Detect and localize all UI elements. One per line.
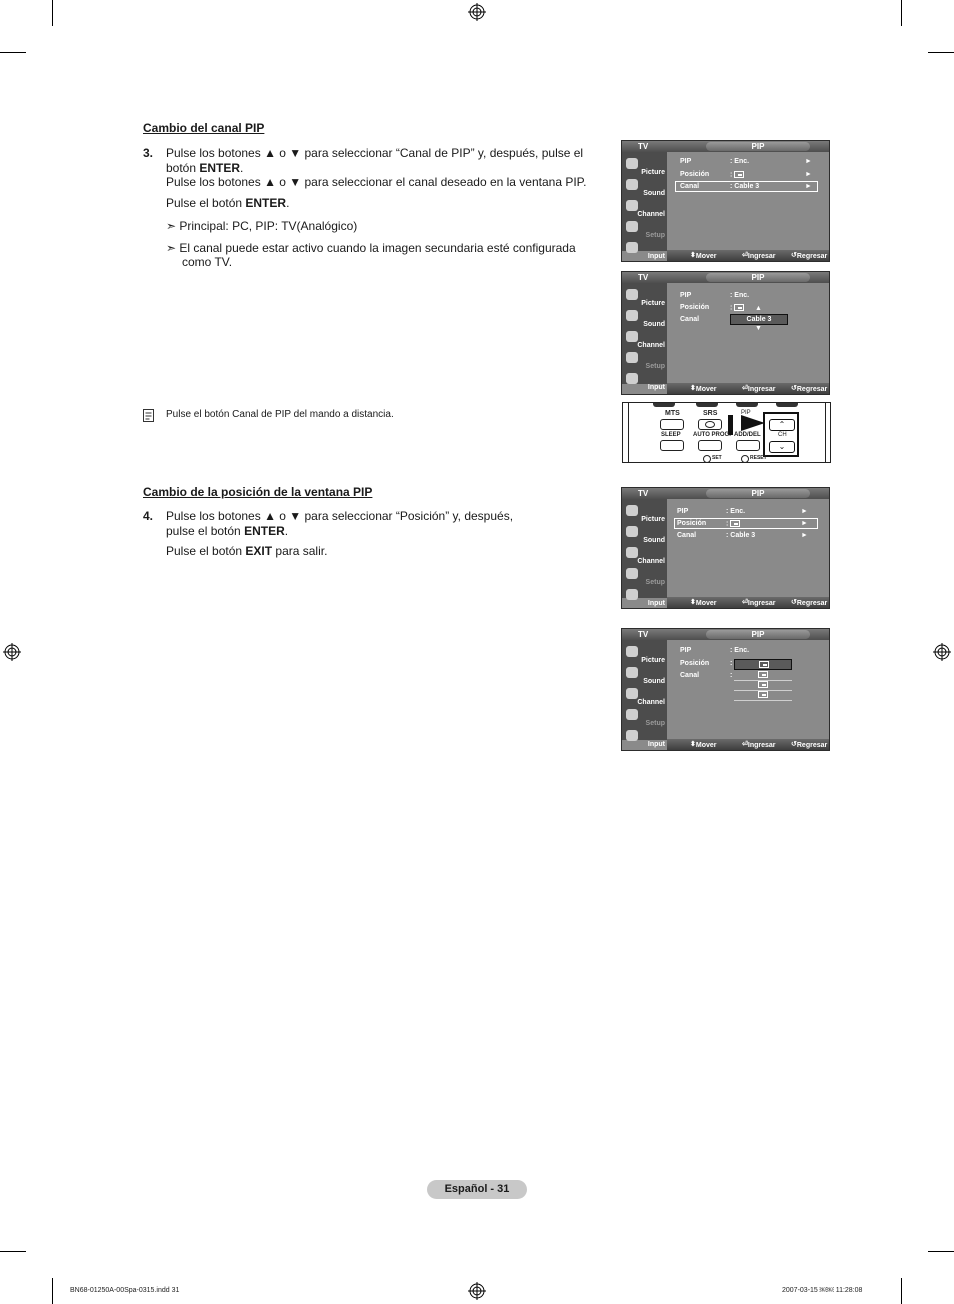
setup-icon — [626, 352, 638, 363]
step-number: 4. — [143, 509, 154, 523]
add-del-button[interactable] — [736, 440, 760, 451]
hint-text: Regresar — [796, 742, 828, 749]
crop-mark — [52, 1278, 53, 1304]
text: . — [240, 160, 244, 175]
registration-mark-icon — [933, 643, 951, 661]
sidebar-label: Picture — [641, 169, 665, 176]
pip-channel-button-group — [763, 412, 799, 457]
memo-icon — [143, 409, 154, 422]
position-top-left-icon — [758, 681, 768, 688]
right-arrow-icon: ► — [805, 171, 812, 178]
menu-bottom-bar — [667, 250, 829, 261]
position-icon — [730, 520, 740, 527]
auto-prog-button[interactable] — [698, 440, 722, 451]
colon: : — [730, 171, 733, 179]
sidebar-label: Sound — [643, 537, 665, 544]
colon: : — [730, 672, 733, 679]
bold-text: ENTER — [199, 160, 241, 175]
text: para salir. — [272, 544, 328, 558]
sidebar-item-setup[interactable] — [624, 351, 666, 370]
picture-icon — [626, 505, 638, 516]
text: botón — [166, 160, 200, 175]
note-text: como TV. — [182, 255, 233, 269]
menu-row-pip: PIP — [680, 292, 692, 299]
step-4-text — [166, 509, 586, 559]
menu-value-posicion — [726, 520, 740, 527]
remote-label-mts: MTS — [665, 410, 680, 417]
remote-label-sleep: SLEEP — [661, 432, 681, 438]
right-arrow-icon: ► — [801, 532, 808, 539]
note-list — [166, 219, 606, 270]
step-number: 3. — [143, 146, 154, 160]
remote-button — [653, 403, 675, 407]
sound-icon — [626, 667, 638, 678]
ingresar-hint: ⏎ Ingresar — [742, 385, 776, 393]
menu-sidebar — [622, 499, 667, 607]
bold-text: ENTER — [244, 523, 285, 538]
step-line: Pulse los botones ▲ o ▼ para seleccionar “Posición” y, después, — [166, 509, 514, 523]
pointer-arrow-icon — [741, 415, 765, 431]
note-text: Principal: PC, PIP: TV(Analógico) — [179, 219, 358, 233]
sidebar-label: Sound — [643, 190, 665, 197]
right-arrow-icon: ► — [801, 508, 808, 515]
sidebar-label: Sound — [643, 678, 665, 685]
tv-menu-pip-4 — [621, 628, 830, 751]
text: . — [286, 195, 290, 210]
sound-icon — [626, 526, 638, 537]
sidebar-label: Channel — [637, 699, 665, 706]
colon: : — [730, 660, 733, 667]
remote-button — [736, 403, 758, 407]
file-name: BN68-01250A-00Spa-0315.indd 31 — [70, 1287, 180, 1294]
hint-text: Mover — [695, 253, 717, 260]
arrow-icon: ➣ — [166, 219, 180, 233]
print-date: 2007-03-15 ￼￼ 11:28:08 — [782, 1287, 863, 1294]
step-3-text — [166, 146, 606, 210]
menu-value-pip: : Enc. — [730, 158, 750, 165]
menu-value-posicion — [730, 171, 744, 178]
sidebar-item-setup[interactable] — [624, 220, 666, 239]
menu-value-posicion — [730, 304, 744, 311]
setup-icon — [626, 568, 638, 579]
sidebar-item-sound[interactable] — [624, 309, 666, 328]
bold-text: EXIT — [245, 544, 273, 558]
sidebar-item-setup[interactable] — [624, 567, 666, 586]
menu-sidebar — [622, 283, 667, 391]
sidebar-item-sound[interactable] — [624, 178, 666, 197]
step-line — [166, 524, 586, 539]
setup-icon — [626, 709, 638, 720]
input-icon — [626, 730, 638, 741]
hint-text: Regresar — [796, 253, 828, 260]
sidebar-label: Input — [647, 741, 665, 748]
text: . — [284, 523, 289, 538]
menu-tv-label: TV — [638, 273, 649, 282]
picture-icon — [626, 289, 638, 300]
channel-icon — [626, 547, 638, 558]
mts-button[interactable] — [660, 419, 684, 430]
hint-text: Regresar — [796, 386, 828, 393]
tv-menu-pip-2 — [621, 271, 830, 395]
sidebar-label: Channel — [637, 342, 665, 349]
page-number-badge: Español - 31 — [427, 1180, 527, 1199]
down-arrow-icon: ▼ — [755, 325, 762, 332]
crop-mark — [928, 52, 954, 53]
note-text: El canal puede estar activo cuando la imagen secundaria esté configurada — [179, 240, 576, 255]
sidebar-label: Channel — [637, 211, 665, 218]
crop-mark — [901, 1278, 902, 1304]
step-line — [166, 161, 606, 176]
hint-text: Ingresar — [747, 600, 776, 607]
sound-icon — [626, 179, 638, 190]
ingresar-hint: ⏎ Ingresar — [742, 599, 776, 607]
hint-text: Ingresar — [747, 253, 776, 260]
channel-icon — [626, 331, 638, 342]
regresar-hint: ↺ Regresar — [791, 385, 828, 393]
sidebar-label: Picture — [641, 516, 665, 523]
reset-button[interactable] — [741, 455, 749, 463]
channel-icon — [626, 688, 638, 699]
menu-title: PIP — [751, 630, 765, 639]
sidebar-item-sound[interactable] — [624, 666, 666, 685]
sidebar-label: Picture — [641, 300, 665, 307]
hint-text: Ingresar — [747, 742, 776, 749]
set-button[interactable] — [703, 455, 711, 463]
input-icon — [626, 373, 638, 384]
remote-note: Pulse el botón Canal de PIP del mando a distancia. — [166, 409, 394, 420]
menu-value-pip: : Enc. — [730, 292, 750, 299]
remote-label-add-del: ADD/DEL — [734, 432, 761, 438]
sidebar-label: Setup — [645, 363, 665, 370]
sidebar-label: Setup — [645, 720, 665, 727]
up-arrow-icon: ▲ — [755, 305, 762, 312]
menu-row-posicion: Posición — [677, 520, 707, 527]
menu-row-posicion: Posición — [680, 171, 710, 178]
sidebar-label: Sound — [643, 321, 665, 328]
hint-text: Ingresar — [747, 386, 776, 393]
sidebar-label: Input — [647, 600, 665, 607]
sidebar-label: Setup — [645, 579, 665, 586]
crop-mark — [0, 52, 26, 53]
tv-menu-pip-1 — [621, 140, 830, 262]
mover-hint: ⬍ Mover — [690, 599, 717, 607]
ingresar-hint: ⏎ Ingresar — [742, 252, 776, 260]
menu-tv-label: TV — [638, 142, 649, 151]
menu-sidebar — [622, 152, 667, 260]
position-option-bottom-right[interactable] — [734, 659, 792, 670]
section-heading-pip-channel: Cambio del canal PIP — [143, 121, 265, 135]
menu-row-posicion: Posición — [680, 304, 710, 311]
mover-hint: ⬍ Mover — [690, 385, 717, 393]
sidebar-item-channel[interactable] — [624, 199, 666, 218]
remote-button — [776, 403, 798, 407]
menu-row-canal: Canal — [680, 316, 700, 323]
section-heading-pip-position: Cambio de la posición de la ventana PIP — [143, 485, 373, 499]
menu-bottom-bar — [667, 597, 829, 608]
menu-row-canal: Canal — [677, 532, 697, 539]
crop-mark — [0, 1251, 26, 1252]
channel-dropdown-value: Cable 3 — [746, 316, 772, 323]
registration-mark-icon — [468, 3, 486, 21]
sidebar-item-picture[interactable] — [624, 504, 666, 523]
text: Pulse el botón — [166, 195, 246, 210]
sidebar-item-setup[interactable] — [624, 708, 666, 727]
sidebar-label: Setup — [645, 232, 665, 239]
registration-mark-icon — [3, 643, 21, 661]
menu-title: PIP — [751, 489, 765, 498]
colon: : — [726, 520, 729, 528]
menu-bottom-bar — [667, 383, 829, 394]
sidebar-item-picture[interactable] — [624, 288, 666, 307]
regresar-hint: ↺ Regresar — [791, 252, 828, 260]
menu-row-pip: PIP — [680, 158, 692, 165]
menu-value-canal: : Cable 3 — [730, 183, 760, 190]
channel-up-button[interactable]: ⌃ — [769, 419, 795, 431]
regresar-hint: ↺ Regresar — [791, 599, 828, 607]
menu-title-bar — [706, 142, 810, 151]
step-line — [166, 544, 586, 559]
sidebar-label: Picture — [641, 657, 665, 664]
step-line: Pulse los botones ▲ o ▼ para seleccionar “Canal de PIP” y, después, pulse el — [166, 146, 584, 160]
input-icon — [626, 589, 638, 600]
menu-row-pip: PIP — [680, 647, 692, 654]
menu-sidebar — [622, 640, 667, 748]
sleep-button[interactable] — [660, 440, 684, 451]
crop-mark — [52, 0, 53, 26]
setup-icon — [626, 221, 638, 232]
colon: : — [730, 304, 733, 312]
remote-label-auto-prog: AUTO PROG. — [693, 432, 731, 438]
sidebar-label: Input — [647, 253, 665, 260]
menu-value-canal: : Cable 3 — [726, 532, 756, 539]
hint-text: Mover — [695, 386, 717, 393]
srs-button[interactable] — [698, 419, 722, 430]
srs-icon — [705, 421, 715, 428]
note-item — [166, 241, 606, 270]
menu-row-canal: Canal — [680, 672, 700, 679]
right-arrow-icon: ► — [801, 520, 808, 527]
channel-dropdown[interactable] — [730, 314, 788, 325]
remote-edge — [628, 403, 629, 462]
input-icon — [626, 242, 638, 253]
hint-text: Regresar — [796, 600, 828, 607]
sidebar-item-channel[interactable] — [624, 687, 666, 706]
menu-tv-label: TV — [638, 489, 649, 498]
right-arrow-icon: ► — [805, 158, 812, 165]
mover-hint: ⬍ Mover — [690, 252, 717, 260]
sidebar-item-channel[interactable] — [624, 330, 666, 349]
channel-icon — [626, 200, 638, 211]
bold-text: ENTER — [245, 195, 287, 210]
text: Pulse el botón — [166, 544, 246, 558]
remote-label-srs: SRS — [703, 410, 718, 417]
text: pulse el botón — [166, 523, 245, 538]
sidebar-item-sound[interactable] — [624, 525, 666, 544]
mover-hint: ⬍ Mover — [690, 741, 717, 749]
sidebar-item-input[interactable] — [624, 729, 666, 748]
menu-title-bar — [706, 630, 810, 639]
picture-icon — [626, 646, 638, 657]
registration-mark-icon — [468, 1282, 486, 1300]
remote-label-pip: PIP — [741, 410, 751, 416]
hint-text: Mover — [695, 742, 717, 749]
position-icon — [734, 304, 744, 311]
position-bottom-left-icon — [758, 691, 768, 698]
remote-edge — [825, 403, 826, 462]
sound-icon — [626, 310, 638, 321]
remote-button — [696, 403, 718, 407]
position-option-bottom-left[interactable] — [734, 690, 792, 701]
sidebar-item-input[interactable] — [624, 588, 666, 607]
crop-mark — [901, 0, 902, 26]
channel-down-button[interactable]: ⌄ — [769, 441, 795, 453]
position-top-right-icon — [758, 671, 768, 678]
remote-label-reset: RESET — [750, 455, 767, 461]
ingresar-hint: ⏎ Ingresar — [742, 741, 776, 749]
position-bottom-right-icon — [759, 661, 769, 668]
menu-row-posicion: Posición — [680, 660, 710, 667]
sidebar-item-input[interactable] — [624, 241, 666, 260]
hint-text: Mover — [695, 600, 717, 607]
menu-title-bar — [706, 489, 810, 498]
step-line: Pulse los botones ▲ o ▼ para seleccionar el canal deseado en la ventana PIP. — [166, 175, 587, 189]
crop-mark — [928, 1251, 954, 1252]
remote-label-set: SET — [712, 455, 722, 461]
sidebar-item-input[interactable] — [624, 372, 666, 391]
position-icon — [734, 171, 744, 178]
sidebar-label: Input — [647, 384, 665, 391]
step-line — [166, 196, 606, 211]
menu-title-bar — [706, 273, 810, 282]
menu-row-pip: PIP — [677, 508, 689, 515]
remote-label-ch: CH — [778, 432, 787, 438]
menu-bottom-bar — [667, 739, 829, 750]
remote-illustration — [622, 402, 831, 463]
menu-title: PIP — [751, 142, 765, 151]
menu-value-pip: : Enc. — [730, 647, 750, 654]
menu-tv-label: TV — [638, 630, 649, 639]
arrow-icon: ➣ — [166, 240, 180, 255]
regresar-hint: ↺ Regresar — [791, 741, 828, 749]
menu-row-canal: Canal — [680, 183, 700, 190]
sidebar-item-channel[interactable] — [624, 546, 666, 565]
menu-value-pip: : Enc. — [726, 508, 746, 515]
sidebar-label: Channel — [637, 558, 665, 565]
tv-menu-pip-3 — [621, 487, 830, 609]
sidebar-item-picture[interactable] — [624, 157, 666, 176]
right-arrow-icon: ► — [805, 183, 812, 190]
sidebar-item-picture[interactable] — [624, 645, 666, 664]
picture-icon — [626, 158, 638, 169]
note-item — [166, 219, 606, 234]
menu-title: PIP — [751, 273, 765, 282]
